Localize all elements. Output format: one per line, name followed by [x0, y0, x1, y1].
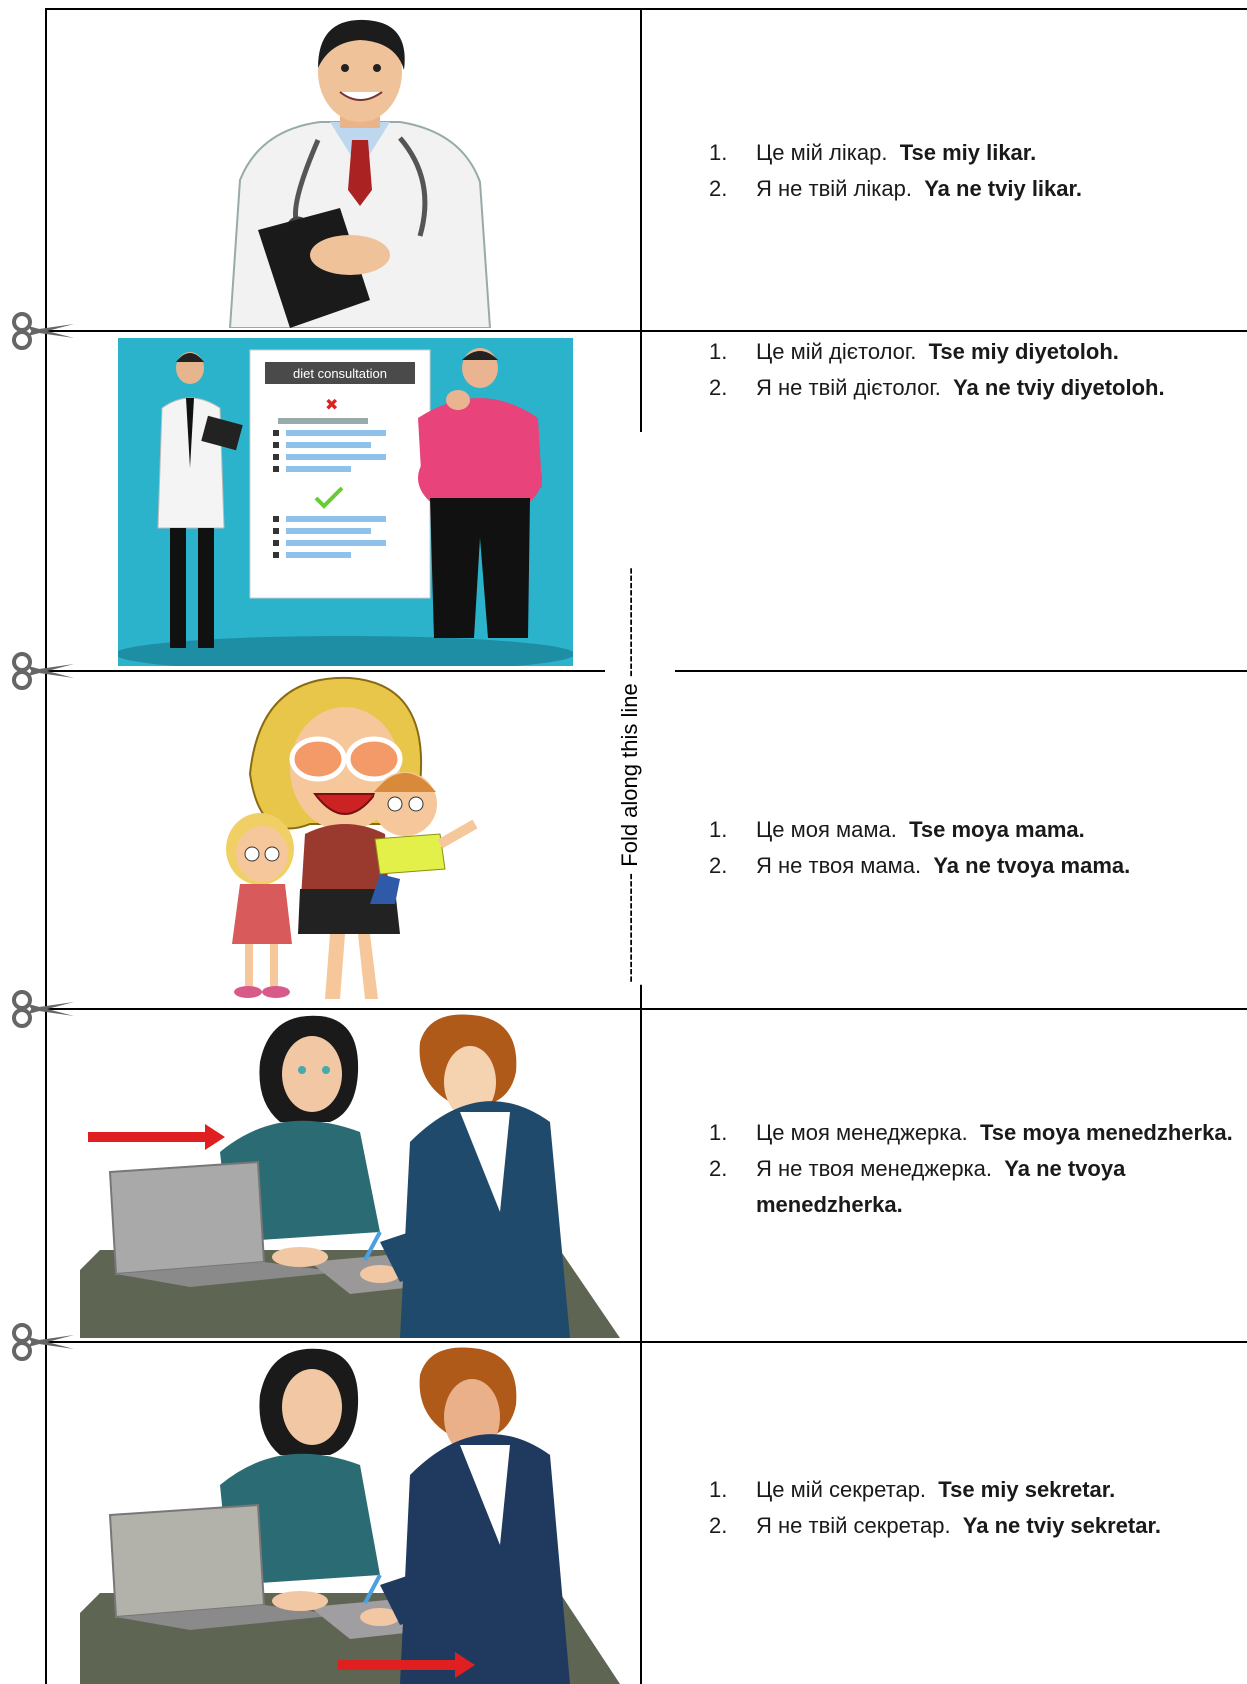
row-divider	[45, 1008, 1247, 1010]
transliteration-text: Ya ne tviy sekretar.	[962, 1513, 1161, 1538]
sentence-item	[700, 848, 1240, 884]
row-5-sentences	[700, 1472, 1240, 1544]
sentence-item	[700, 1472, 1240, 1508]
left-border	[45, 8, 47, 1684]
row-2-sentences	[700, 334, 1240, 406]
fold-dashes-right: ---------------	[617, 567, 642, 678]
svg-text:✖: ✖	[325, 395, 339, 414]
scissors-icon	[10, 650, 76, 690]
transliteration-text: Tse moya menedzherka.	[979, 1120, 1233, 1145]
transliteration-text: Tse moya mama.	[909, 817, 1085, 842]
item-number: 2.	[709, 176, 728, 201]
manager-illustration	[80, 1012, 620, 1338]
ukrainian-text: Це мій дієтолог.	[756, 339, 917, 364]
ukrainian-text: Це мій секретар.	[756, 1477, 927, 1502]
fold-text: Fold along this line	[617, 683, 642, 867]
row-divider	[45, 330, 1247, 332]
transliteration-text: Tse miy likar.	[899, 140, 1037, 165]
sentence-item	[700, 1508, 1240, 1544]
ukrainian-text: Я не твій лікар.	[756, 176, 912, 201]
scissors-icon	[10, 310, 76, 350]
doctor-illustration	[200, 10, 520, 328]
row-divider	[45, 670, 605, 672]
item-number: 2.	[709, 1513, 728, 1538]
ukrainian-text: Я не твоя менеджерка.	[756, 1156, 993, 1181]
row-divider	[675, 670, 1247, 672]
scissors-icon	[10, 1321, 76, 1361]
ukrainian-text: Це мій лікар.	[756, 140, 888, 165]
item-number: 1.	[709, 140, 728, 165]
item-number: 1.	[709, 1477, 728, 1502]
transliteration-text: Tse miy diyetoloh.	[928, 339, 1119, 364]
dietitian-illustration	[118, 338, 573, 666]
row-4-sentences	[700, 1115, 1240, 1223]
sentence-item	[700, 812, 1240, 848]
scissors-icon	[10, 988, 76, 1028]
item-number: 2.	[709, 853, 728, 878]
fold-dashes-left: ---------------	[617, 872, 642, 983]
fold-center-line	[640, 915, 642, 1684]
transliteration-text: Ya ne tviy diyetoloh.	[953, 375, 1165, 400]
sentence-item	[700, 370, 1240, 406]
diet-card-title: diet consultation	[293, 366, 387, 381]
row-divider	[45, 1341, 1247, 1343]
sentence-item	[700, 1115, 1240, 1151]
ukrainian-text: Я не твій дієтолог.	[756, 375, 941, 400]
transliteration-text: Ya ne tvoya mama.	[933, 853, 1131, 878]
fold-along-line-label	[617, 565, 643, 985]
transliteration-text: Tse miy sekretar.	[938, 1477, 1116, 1502]
secretary-illustration	[80, 1345, 620, 1684]
item-number: 1.	[709, 339, 728, 364]
mother-with-children-illustration	[200, 674, 490, 1006]
item-number: 2.	[709, 1156, 728, 1181]
item-number: 2.	[709, 375, 728, 400]
sentence-item	[700, 1151, 1240, 1223]
fold-center-line	[640, 8, 642, 432]
sentence-item	[700, 334, 1240, 370]
ukrainian-text: Це моя мама.	[756, 817, 897, 842]
transliteration-text: Ya ne tviy likar.	[924, 176, 1082, 201]
sentence-item	[700, 171, 1240, 207]
row-3-sentences	[700, 812, 1240, 884]
row-1-sentences	[700, 135, 1240, 207]
sentence-item	[700, 135, 1240, 171]
ukrainian-text: Я не твій секретар.	[756, 1513, 951, 1538]
ukrainian-text: Я не твоя мама.	[756, 853, 922, 878]
transliteration-text: Ya ne tvoya menedzherka.	[756, 1156, 1126, 1217]
item-number: 1.	[709, 1120, 728, 1145]
item-number: 1.	[709, 817, 728, 842]
ukrainian-text: Це моя менеджерка.	[756, 1120, 968, 1145]
